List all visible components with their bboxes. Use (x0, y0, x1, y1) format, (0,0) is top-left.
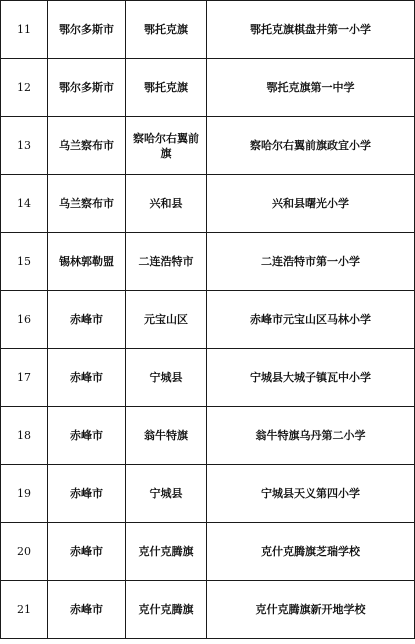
row-number: 13 (1, 117, 48, 175)
row-number: 14 (1, 175, 48, 233)
table-row (1, 59, 415, 117)
city-cell: 乌兰察布市 (48, 175, 126, 233)
table-row (1, 523, 415, 581)
city-cell: 赤峰市 (48, 581, 126, 639)
row-number: 15 (1, 233, 48, 291)
county-cell: 宁城县 (126, 349, 207, 407)
county-cell: 克什克腾旗 (126, 523, 207, 581)
school-cell: 赤峰市元宝山区马林小学 (207, 291, 415, 349)
school-cell: 二连浩特市第一小学 (207, 233, 415, 291)
school-cell: 翁牛特旗乌丹第二小学 (207, 407, 415, 465)
county-cell: 二连浩特市 (126, 233, 207, 291)
county-cell: 翁牛特旗 (126, 407, 207, 465)
school-cell: 宁城县大城子镇瓦中小学 (207, 349, 415, 407)
city-cell: 赤峰市 (48, 349, 126, 407)
row-number: 19 (1, 465, 48, 523)
county-cell: 鄂托克旗 (126, 59, 207, 117)
school-cell: 克什克腾旗新开地学校 (207, 581, 415, 639)
row-number: 12 (1, 59, 48, 117)
school-cell: 鄂托克旗棋盘井第一小学 (207, 1, 415, 59)
school-cell: 宁城县天义第四小学 (207, 465, 415, 523)
county-cell: 克什克腾旗 (126, 581, 207, 639)
county-cell: 鄂托克旗 (126, 1, 207, 59)
row-number: 18 (1, 407, 48, 465)
city-cell: 锡林郭勒盟 (48, 233, 126, 291)
county-cell: 元宝山区 (126, 291, 207, 349)
table-row (1, 233, 415, 291)
table-body (1, 1, 415, 639)
row-number: 16 (1, 291, 48, 349)
table-row (1, 581, 415, 639)
row-number: 17 (1, 349, 48, 407)
city-cell: 赤峰市 (48, 291, 126, 349)
county-cell: 兴和县 (126, 175, 207, 233)
table-row (1, 291, 415, 349)
table-row (1, 349, 415, 407)
city-cell: 赤峰市 (48, 523, 126, 581)
table-row (1, 407, 415, 465)
city-cell: 鄂尔多斯市 (48, 1, 126, 59)
school-cell: 鄂托克旗第一中学 (207, 59, 415, 117)
row-number: 11 (1, 1, 48, 59)
county-cell: 察哈尔右翼前旗 (126, 117, 207, 175)
school-cell: 兴和县曙光小学 (207, 175, 415, 233)
city-cell: 赤峰市 (48, 407, 126, 465)
table-row (1, 465, 415, 523)
table-row (1, 175, 415, 233)
table-row (1, 117, 415, 175)
school-cell: 克什克腾旗芝瑞学校 (207, 523, 415, 581)
school-cell: 察哈尔右翼前旗政宜小学 (207, 117, 415, 175)
city-cell: 赤峰市 (48, 465, 126, 523)
city-cell: 乌兰察布市 (48, 117, 126, 175)
county-cell: 宁城县 (126, 465, 207, 523)
row-number: 21 (1, 581, 48, 639)
table-row (1, 1, 415, 59)
city-cell: 鄂尔多斯市 (48, 59, 126, 117)
row-number: 20 (1, 523, 48, 581)
